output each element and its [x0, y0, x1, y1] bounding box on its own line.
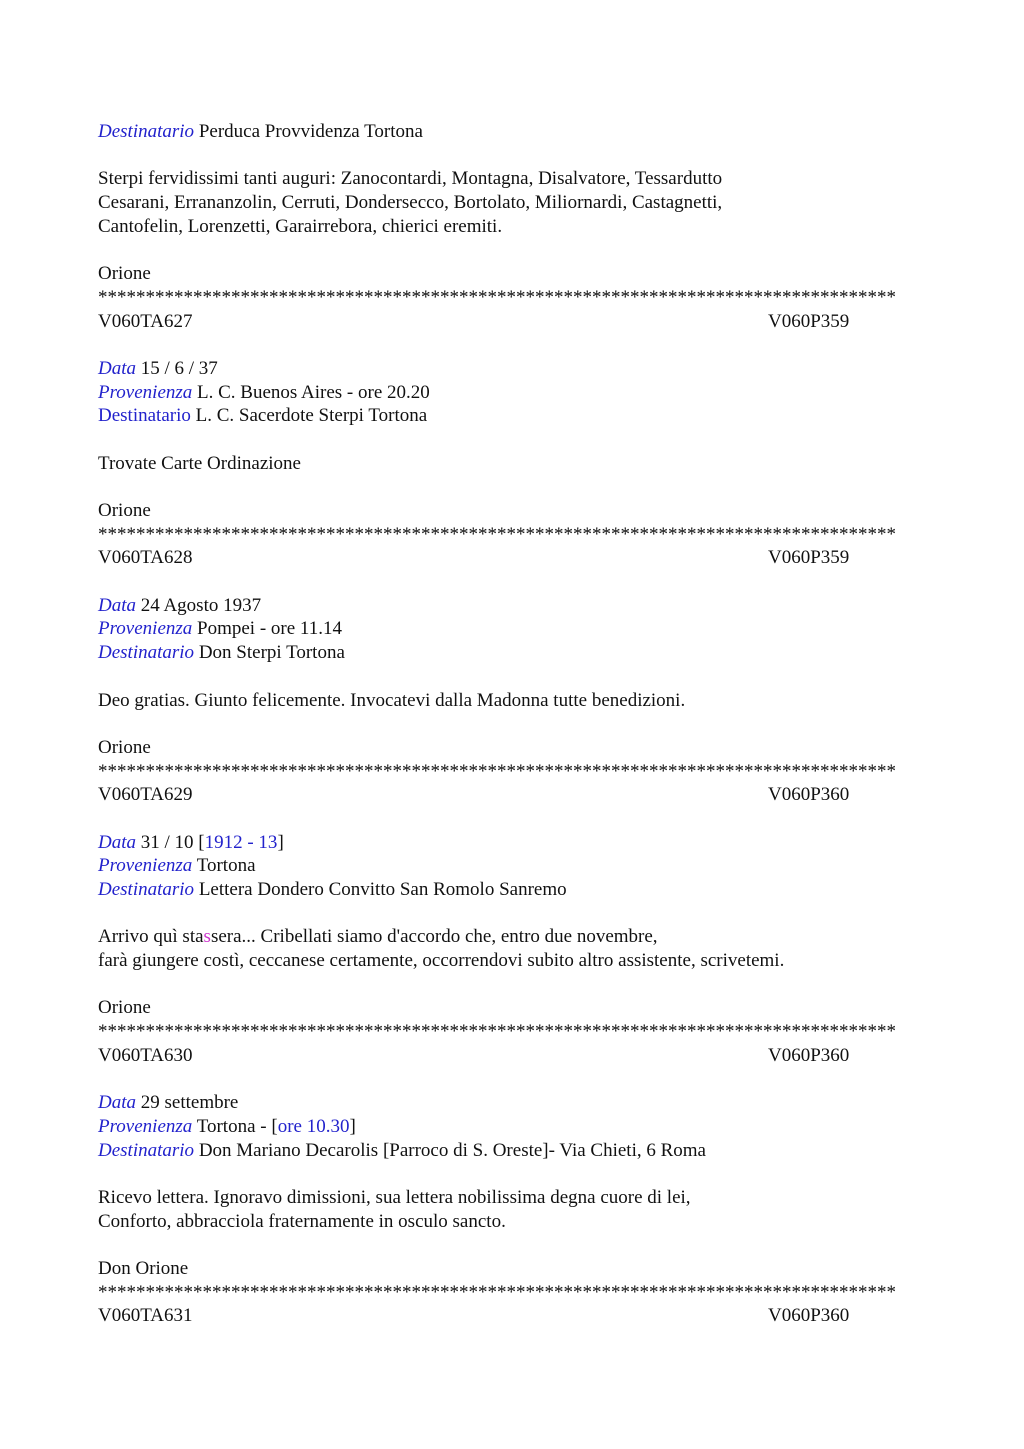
body-mark: s [203, 926, 211, 948]
data-value: 29 settembre [140, 1092, 239, 1114]
entry-id: V060TA628 [98, 547, 193, 569]
provenienza-label: Provenienza [98, 1115, 193, 1137]
entry-destinatario-line [98, 878, 928, 902]
data-label: Data [98, 831, 136, 853]
separator: ************************************************************************************ [98, 523, 896, 545]
entry-signature: Don Orione [98, 1258, 189, 1279]
document-page [98, 120, 928, 1328]
separator: ************************************************************************************ [98, 1281, 896, 1303]
data-value-bracketed: 1912 - 13 [204, 831, 278, 853]
entry-body-line [98, 925, 928, 949]
data-value: 15 / 6 / 37 [140, 357, 218, 379]
entry-data-line [98, 594, 928, 618]
destinatario-value: Don Sterpi Tortona [198, 642, 345, 664]
entry-page-ref: V060P359 [768, 547, 850, 569]
entry-signature: Orione [98, 736, 151, 758]
entry-body-line: Ricevo lettera. Ignoravo dimissioni, sua lettera nobilissima degna cuore di lei, [98, 1186, 691, 1208]
entry-provenienza-line [98, 381, 928, 405]
entry-provenienza-line [98, 1115, 928, 1139]
entry-provenienza-line [98, 854, 928, 878]
provenienza-label: Provenienza [98, 618, 193, 640]
body-text: sera... Cribellati siamo d'accordo che, entro due novembre, [210, 926, 658, 948]
destinatario-value: L. C. Sacerdote Sterpi Tortona [195, 405, 428, 427]
destinatario-label: Destinatario [98, 642, 195, 664]
entry-id-row [98, 546, 928, 570]
destinatario-label: Destinatario [98, 879, 195, 900]
data-label: Data [98, 357, 136, 379]
entry-id-row [98, 783, 928, 807]
intro-body-line: Cantofelin, Lorenzetti, Garairrebora, chierici eremiti. [98, 215, 503, 237]
entry-data-line [98, 831, 928, 855]
entry-signature: Orione [98, 500, 151, 521]
provenienza-label: Provenienza [98, 381, 193, 403]
provenienza-value-suffix: ] [349, 1115, 356, 1137]
entry-id-row [98, 1304, 928, 1328]
entry-body-line: farà giungere costì, ceccanese certamente, occorrendovi subito altro assistente, scrivetemi. [98, 950, 785, 972]
provenienza-label: Provenienza [98, 855, 193, 877]
entry-destinatario-line [98, 404, 928, 428]
data-value: 24 Agosto 1937 [140, 594, 262, 616]
body-text: Arrivo quì sta [98, 926, 204, 948]
destinatario-value: Don Mariano Decarolis [Parroco di S. Oreste]- Via Chieti, 6 Roma [198, 1139, 706, 1161]
entry-body-line: Trovate Carte Ordinazione [98, 452, 301, 474]
entry-page-ref: V060P360 [768, 784, 850, 806]
provenienza-value: Pompei - ore 11.14 [197, 618, 342, 640]
destinatario-label: Destinatario [98, 1139, 195, 1161]
data-value-prefix: 31 / 10 [ [140, 831, 205, 853]
destinatario-value: Lettera Dondero Convitto San Romolo Sanremo [198, 879, 567, 900]
data-label: Data [98, 594, 136, 616]
entry-destinatario-line [98, 1139, 928, 1163]
entry-id: V060TA629 [98, 784, 193, 806]
separator: ************************************************************************************ [98, 760, 896, 782]
separator: ************************************************************************************ [98, 1021, 896, 1043]
entry-data-line [98, 357, 928, 381]
intro-signature: Orione [98, 263, 151, 285]
entry-id-row [98, 310, 928, 334]
entry-page-ref: V060P360 [768, 1044, 850, 1066]
data-label: Data [98, 1092, 136, 1114]
entry-id-row [98, 1044, 928, 1068]
entry-destinatario-line [98, 641, 928, 665]
provenienza-value: Tortona [196, 855, 256, 877]
separator: ************************************************************************************ [98, 286, 896, 308]
data-value-suffix: ] [277, 831, 284, 853]
provenienza-value-bracketed: ore 10.30 [277, 1115, 350, 1137]
entry-id: V060TA627 [98, 310, 193, 332]
entry-id: V060TA630 [98, 1044, 193, 1066]
destinatario-value: Perduca Provvidenza Tortona [198, 121, 423, 142]
entry-id: V060TA631 [98, 1305, 193, 1327]
entry-page-ref: V060P359 [768, 310, 850, 332]
intro-destinatario-line [98, 120, 928, 144]
destinatario-label: Destinatario [98, 405, 191, 427]
provenienza-value-prefix: Tortona - [ [196, 1115, 278, 1137]
provenienza-value: L. C. Buenos Aires - ore 20.20 [197, 381, 430, 403]
entry-data-line [98, 1091, 928, 1115]
entry-provenienza-line [98, 617, 928, 641]
destinatario-label: Destinatario [98, 121, 195, 142]
entry-signature: Orione [98, 997, 151, 1019]
intro-body-line: Cesarani, Errananzolin, Cerruti, Dondersecco, Bortolato, Miliornardi, Castagnetti, [98, 192, 723, 214]
entry-body-line: Conforto, abbracciola fraternamente in osculo sancto. [98, 1210, 506, 1232]
entry-page-ref: V060P360 [768, 1305, 850, 1327]
entry-body-line: Deo gratias. Giunto felicemente. Invocatevi dalla Madonna tutte benedizioni. [98, 689, 686, 711]
intro-body-line: Sterpi fervidissimi tanti auguri: Zanocontardi, Montagna, Disalvatore, Tessardutto [98, 168, 723, 190]
